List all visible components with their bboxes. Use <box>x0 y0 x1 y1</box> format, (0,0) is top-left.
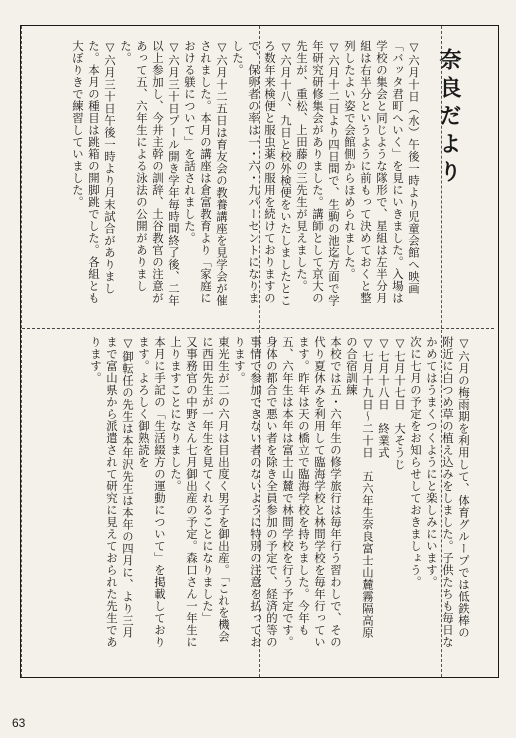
note-item: ▽七月十八日 終業式 <box>377 336 391 459</box>
note-item: ▽六月三十日プール開き学年毎時間終了後、二年以上参加し、今井主幹の訓辞、土谷教官の注意があって五、六年生による泳法の公開がありました。 <box>119 40 181 307</box>
page-number: 63 <box>12 716 26 730</box>
note-item: ▽七月十七日 大そうじ <box>393 336 407 471</box>
note-item: ▽六月十日（水）午後一時より児童会館へ映画「バッタ君町へいく」を見にいきました。入場は学校の集会と同じような隊形で、星組は左半分月組は右半分というように前もって決めておくと整列したよい姿で会館側からほめられました。 <box>343 40 421 304</box>
note-item: 身体の都合で悪い者を除き全員参加の予定で、経済的等の事情で参加できない者のないように特別の注意を払っております。 <box>233 336 279 648</box>
note-item: ▽六月の梅雨期を利用して、体育グループでは低鉄棒の附近に白つめ草の植え込みをしました。子供たちも毎日なかめてはうまくつくようにと楽しみにいます。 <box>425 336 471 648</box>
note-item: ▽御転任の先生は本年沢先生は本年の四月に、より三月まで富山県から派遣されて研究に見えておられた先生であります。 <box>89 336 135 648</box>
note-item: 又事務官の中野さん七月御出産の予定。森口さん一年生に上りますことになりました。 <box>169 336 199 648</box>
note-item: 次に七月の予定をお知らせしておきましょう。 <box>409 336 423 588</box>
section-divider <box>22 328 494 329</box>
column-divider <box>21 26 22 677</box>
notes-col-2 <box>32 336 472 648</box>
note-item: ▽六月十二五日は育友会の教養講座を見学会が催されました。本月の講座は倉富教育より「家庭における躾について」を話されました。 <box>183 40 229 307</box>
note-item: ▽六月三十日午後一時より月末試合がありました。本月の種目は跳箱の開脚跳でした。各組とも大ぼりきで練習していました。 <box>71 40 117 304</box>
notes-col-1 <box>71 40 422 310</box>
column-title: 奈良だより <box>436 48 461 188</box>
note-item: 東光生が二の六月は目出度く男子を御出産。「これを機会に西田先生が一年生を見てくれることになりました」 <box>201 336 231 643</box>
note-item: 本月に手記の「生活綴方の運動について」を掲載しております。よろしく御熟読を <box>137 336 167 648</box>
note-item: ▽六月十二日より四日間で、生駒の池迄方面で学年研究研修集会がありました。講師として京大の先生が、重松、上田藤の三先生が見えました。 <box>295 40 341 307</box>
note-item: ▽七月十九日〜二十日 五六年生奈良富士山麓霧隔高原の合宿訓練 <box>345 336 375 639</box>
note-item: 本校では五・六年生の修学旅行は毎年行う習わしで、その代り夏休みを利用して臨海学校と林間学校を毎年行っています。昨年は天の橋立で臨海学校を持ちました。今年も五、六年生は本年は富士山麓で林間学校を行う予定です。 <box>281 336 343 648</box>
note-item: ▽六月十八、九日と校外検便をいたしましたところ数年来検便と服虫薬の服用を続けておりますので、保卵者の率は一・六・九パーセントになりました。 <box>231 40 293 307</box>
